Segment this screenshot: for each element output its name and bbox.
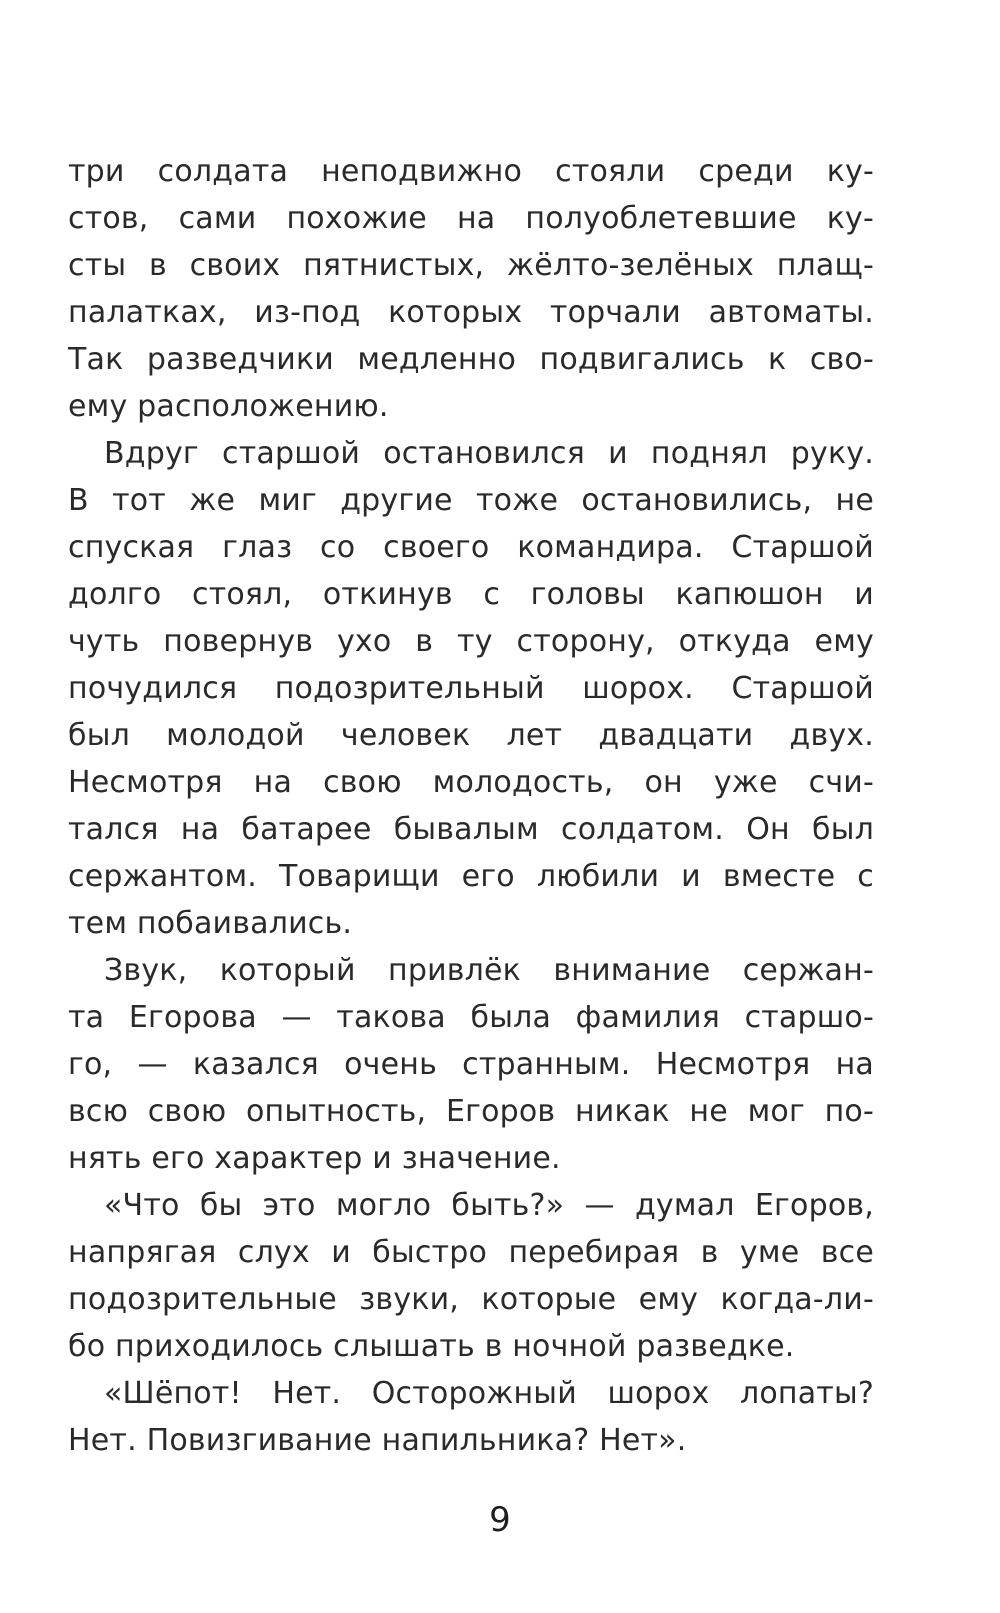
text-line: долго стоял, откинув с головы капюшон и — [68, 577, 874, 612]
text-line: Так разведчики медленно подвигались к сво- — [68, 342, 874, 377]
text-line: Несмотря на свою молодость, он уже счи- — [68, 765, 874, 800]
text-line: ему расположению. — [68, 389, 389, 424]
body-text — [68, 148, 874, 1464]
paragraph-first-line: «Шёпот! Нет. Осторожный шорох лопаты? — [104, 1376, 874, 1411]
text-line: го, — казался очень странным. Несмотря на — [68, 1047, 874, 1082]
text-line: бо приходилось слышать в ночной разведке. — [68, 1329, 795, 1364]
text-line: чуть повернув ухо в ту сторону, откуда ему — [68, 624, 874, 659]
text-line: сержантом. Товарищи его любили и вместе с — [68, 859, 874, 894]
text-line: Нет. Повизгивание напильника? Нет». — [68, 1423, 687, 1458]
text-line: был молодой человек лет двадцати двух. — [68, 718, 874, 753]
text-line: всю свою опытность, Егоров никак не мог по- — [68, 1094, 874, 1129]
text-line: подозрительные звуки, которые ему когда-ли- — [68, 1282, 874, 1317]
text-line: нять его характер и значение. — [68, 1141, 561, 1176]
text-line: сты в своих пятнистых, жёлто-зелёных плащ- — [68, 248, 874, 283]
text-line: В тот же миг другие тоже остановились, не — [68, 483, 874, 518]
paragraph-first-line: Вдруг старшой остановился и поднял руку. — [104, 436, 874, 471]
text-line: палатках, из-под которых торчали автоматы. — [68, 295, 874, 330]
paragraph-first-line: «Что бы это могло быть?» — думал Егоров, — [104, 1188, 874, 1223]
text-line: тался на батарее бывалым солдатом. Он был — [68, 812, 874, 847]
text-line: стов, сами похожие на полуоблетевшие ку- — [68, 201, 874, 236]
paragraph-first-line: Звук, который привлёк внимание сержан- — [104, 953, 874, 988]
page-number: 9 — [489, 1500, 511, 1540]
text-line: напрягая слух и быстро перебирая в уме все — [68, 1235, 874, 1270]
text-line: тем побаивались. — [68, 906, 353, 941]
text-line: спуская глаз со своего командира. Старшой — [68, 530, 874, 565]
text-line: три солдата неподвижно стояли среди ку- — [68, 154, 874, 189]
text-line: почудился подозрительный шорох. Старшой — [68, 671, 874, 706]
text-line: та Егорова — такова была фамилия старшо- — [68, 1000, 874, 1035]
